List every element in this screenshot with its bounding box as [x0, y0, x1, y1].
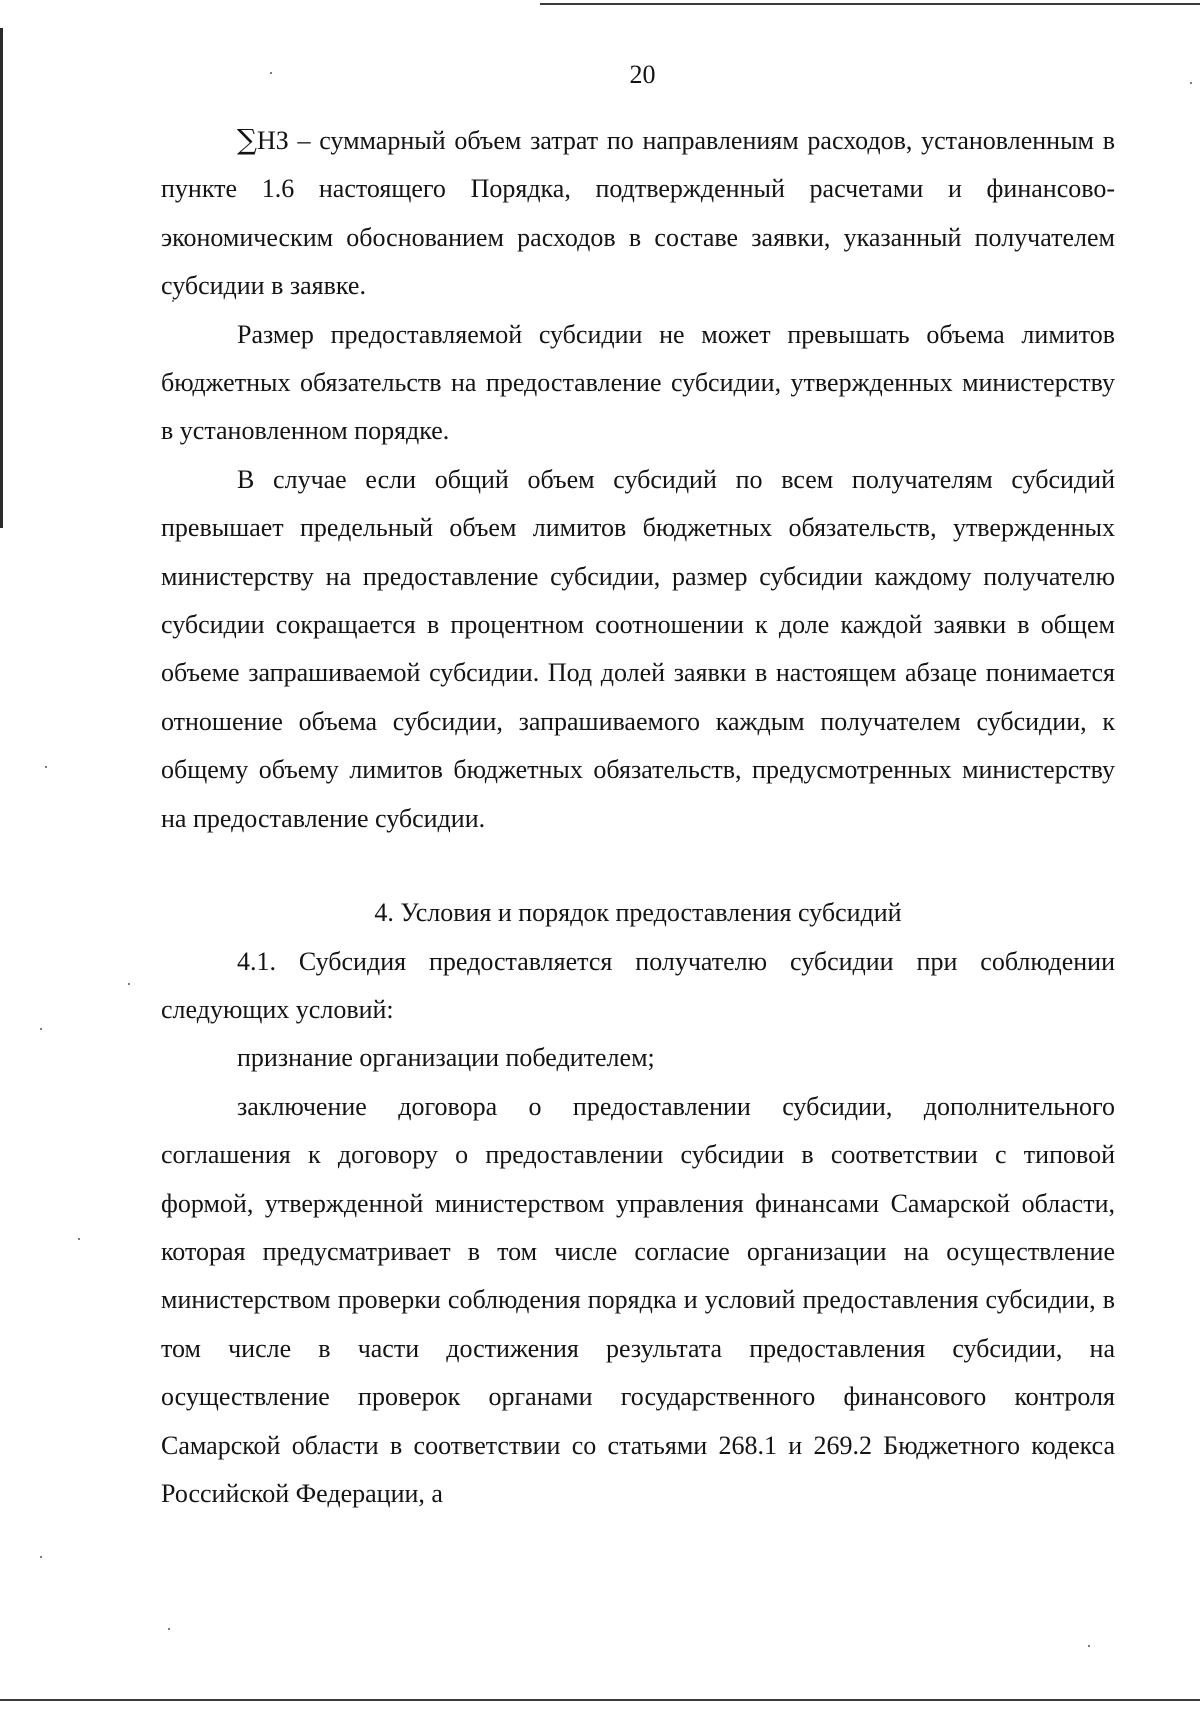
section-title: 4. Условия и порядок предоставления субсидий [374, 898, 902, 928]
scan-speck [128, 983, 130, 985]
scan-speck [172, 300, 174, 302]
scan-speck [168, 1628, 170, 1630]
paragraph-4-1: 4.1. Субсидия предоставляется получателю субсидии при соблюдении следующих условий: [161, 946, 1115, 1024]
scan-speck [1190, 82, 1192, 84]
scan-speck [270, 72, 272, 74]
paragraph-sum-costs [161, 116, 1115, 311]
scan-edge-bottom [0, 1699, 1200, 1701]
paragraph-sum-costs-text: НЗ – суммарный объем затрат по направлениям расходов, установленным в пункте 1.6 настоящего Порядка, подтвержденный расчетами и финансово-экономическим обоснованием расходов в составе заявки, указанный получателем субсидии в заявке. [161, 126, 1115, 301]
scan-edge-left [0, 28, 3, 528]
paragraph-subsidy-reduction: В случае если общий объем субсидий по всем получателям субсидий превышает предельный объем лимитов бюджетных обязательств, утвержденных министерству на предоставление субсидии, размер субсидии каждому получателю субсидии сокращается в процентном соотношении к доле каждой заявки в общем объеме запрашиваемой субсидии. Под долей заявки в настоящем абзаце понимается отношение объема субсидии, запрашиваемого каждым получателем субсидии, к общему объему лимитов бюджетных обязательств, предусмотренных министерству на предоставление субсидии. [161, 464, 1115, 833]
scan-speck [40, 1556, 42, 1558]
condition-item-contract: заключение договора о предоставлении субсидии, дополнительного соглашения к договору о предоставлении субсидии в соответствии с типовой формой, утвержденной министерством управления финансами Самарской области, которая предусматривает в том числе согласие организации на осуществление министерством проверки соблюдения порядка и условий предоставления субсидии, в том числе в части достижения результата предоставления субсидии, на осуществление проверок органами государственного финансового контроля Самарской области в соответствии со статьями 268.1 и 269.2 Бюджетного кодекса Российской Федерации, а [161, 1091, 1115, 1508]
document-body [161, 116, 1115, 1518]
scan-speck [78, 1238, 80, 1240]
scan-speck [40, 1028, 42, 1030]
sigma-symbol: ∑ [237, 123, 257, 156]
condition-item-winner: признание организации победителем; [237, 1043, 655, 1073]
scan-speck [1088, 1645, 1090, 1647]
scan-edge-top [540, 3, 1200, 5]
paragraph-subsidy-limit: Размер предоставляемой субсидии не может превышать объема лимитов бюджетных обязательств на предоставление субсидии, утвержденных министерству в установленном порядке. [161, 319, 1115, 446]
scan-speck [45, 766, 47, 768]
section-spacer [161, 843, 1115, 889]
page-number: 20 [629, 60, 656, 89]
